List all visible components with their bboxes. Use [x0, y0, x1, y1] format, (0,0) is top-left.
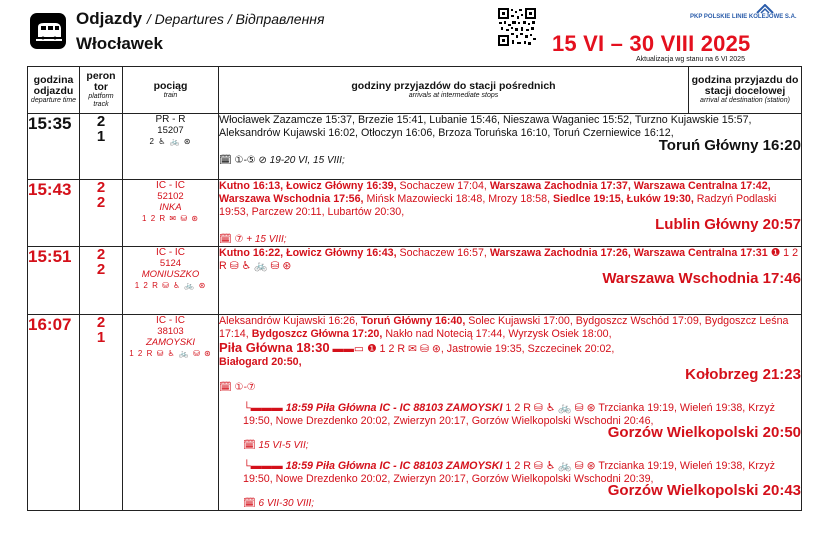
service-days: 🗓 15 VI-5 VII;: [243, 440, 309, 451]
calendar-icon: 🗓: [219, 234, 232, 245]
title-ua: Відправлення: [235, 11, 325, 27]
header-arrival: godzina przyjazdu do stacji docelowej arrival at destination (station): [689, 67, 802, 114]
departure-time: 15:43: [28, 180, 80, 247]
header-stops: godziny przyjazdów do stacji pośrednich arrivals at intermediate stops: [219, 67, 689, 114]
destination: Kołobrzeg 21:23: [685, 366, 801, 383]
stops-list: Kutno 16:13, Łowicz Główny 16:39, Sochaczew 17:04, Warszawa Zachodnia 17:37, Warszawa Centralna 17:42, Warszawa Wschodnia 17:56, Mińsk Mazowiecki 18:48, Mrozy 18:58, Siedlce 19:15, Łuków 19:30, Radzyń Podlaski 19:53, Parczew 20:11, Lubartów 20:30, Lublin Główny 20:57 🗓 ⑦ + 15 VIII;: [219, 180, 801, 245]
station-name: Włocławek: [76, 34, 163, 53]
stops-list: Włocławek Zazamcze 15:37, Brzezie 15:41, Lubanie 15:46, Nieszawa Waganiec 15:52, Turzno Kujawskie 15:57, Aleksandrów Kujawski 16:02, Otłoczyn 16:06, Brzoza Toruńska 16:10, Toruń Czerniewice 16:12, Toruń Główny 16:20 🗓 ①-⑤ ⊘ 19-20 VI, 15 VIII;: [219, 114, 802, 180]
stops-list: Kutno 16:22, Łowicz Główny 16:43, Sochaczew 16:57, Warszawa Zachodnia 17:26, Warszawa Centralna 17:31 ❶ 1 2 R ⛁ ♿ 🚲 ⛁ ⊛ Warszawa Wschodnia 17:46: [219, 247, 802, 315]
platform-track: 2 2: [80, 247, 123, 315]
service-days: 🗓 ①-⑦: [219, 382, 256, 393]
train-info: PR - R 15207 2 ♿ 🚲 ⊛: [123, 114, 219, 180]
train-info: IC - IC 38103 ZAMOYSKI 1 2 R ⛁ ♿ 🚲 ⛁ ⊛: [123, 315, 219, 511]
calendar-icon: 🗓: [219, 155, 232, 166]
pkp-logo-icon: [755, 4, 775, 14]
destination: Lublin Główny 20:57: [655, 216, 801, 233]
header: [0, 0, 828, 66]
platform-track: 2 2: [80, 180, 123, 247]
through-coach-block: └▬▬▬ 18:59 Piła Główna IC - IC 88103 ZAMOYSKI 1 2 R ⛁ ♿ 🚲 ⛁ ⊛ Trzcianka 19:19, Wieleń 19:38, Krzyż 19:50, Nowe Drezdenko 20:02, Zwierzyn 20:17, Gorzów Wielkopolski Wschodni 20:46, Gorzów Wielkopolski 20:50 🗓 15 VI-5 VII;: [243, 402, 801, 451]
train-features: 1 2 R ⛁ ♿ 🚲 ⊛: [134, 281, 207, 290]
qr-code-icon: [497, 7, 537, 47]
table-row: [28, 180, 802, 247]
through-coach-icon: └▬▬▬: [243, 402, 283, 414]
train-features: 1 2 R ⛁ ♿ 🚲 ⛁ ⊛: [129, 349, 212, 358]
destination: Gorzów Wielkopolski 20:43: [607, 482, 801, 499]
destination: Gorzów Wielkopolski 20:50: [607, 424, 801, 441]
service-days: 🗓 6 VII-30 VIII;: [243, 498, 315, 509]
platform-track: 2 1: [80, 315, 123, 511]
calendar-icon: 🗓: [219, 382, 232, 393]
service-days: 🗓 ⑦ + 15 VIII;: [219, 234, 287, 245]
departure-time: 16:07: [28, 315, 80, 511]
through-coach-icon: └▬▬▬: [243, 460, 283, 472]
platform-track: 2 1: [80, 114, 123, 180]
train-icon: [30, 13, 66, 49]
departure-time: 15:35: [28, 114, 80, 180]
train-info: IC - IC 52102 INKA 1 2 R ✉ ⛁ ⊛: [123, 180, 219, 247]
calendar-icon: 🗓: [243, 498, 256, 509]
stops-list: Aleksandrów Kujawski 16:26, Toruń Główny 16:40, Solec Kujawski 17:00, Bydgoszcz Wschód 17:09, Bydgoszcz Leśna 17:14, Bydgoszcz Główna 17:20, Nakło nad Notecią 17:44, Wyrzysk Osiek 18:00, Piła Główna 18:30 ▬▬▭ ❶ 1 2 R ✉ ⛁ ⊛, Jastrowie 19:35, Szczecinek 20:02, Białogard 20:50, Kołobrzeg 21:23 🗓 ①-⑦ └▬▬▬ 18:59 Piła Główna IC - IC 88103 ZAMOYSKI 1 2 R ⛁ ♿ 🚲 ⛁ ⊛ Trzcianka 19:19, Wieleń 19:38, Krzyż 19:50, Nowe Drezdenko 20:02, Zwierzyn 20:17, Gorzów Wielkopolski Wschodni 20:46, Gorzów Wielkopolski 20:50 🗓 15 VI-5 VII; └▬▬▬ 18:59 Piła Główna IC - IC 88103 ZAMOYSKI 1 2 R ⛁ ♿ 🚲 ⛁ ⊛ Trzcianka 19:19, Wieleń 19:38, Krzyż 19:50, Nowe Drezdenko 20:02, Zwierzyn 20:17, Gorzów Wielkopolski Wschodni 20:39, Gorzów Wielkopolski 20:43 🗓 6 VII-30 VIII;: [219, 315, 801, 509]
page-title: Odjazdy / Departures / Відправлення: [76, 9, 325, 28]
train-features: 1 2 R ✉ ⛁ ⊛: [142, 214, 199, 223]
train-info: IC - IC 5124 MONIUSZKO 1 2 R ⛁ ♿ 🚲 ⊛: [123, 247, 219, 315]
destination: Warszawa Wschodnia 17:46: [602, 270, 801, 287]
header-track: peron tor platform track: [80, 67, 123, 114]
pila-stop: Piła Główna 18:30: [219, 340, 330, 355]
header-train: pociąg train: [123, 67, 219, 114]
validity-period: 15 VI – 30 VIII 2025: [552, 31, 751, 56]
destination: Toruń Główny 16:20: [658, 137, 801, 154]
table-row: [28, 315, 802, 511]
departure-time: 15:51: [28, 247, 80, 315]
operator-name: PKP POLSKIE LINIE KOLEJOWE S.A.: [690, 14, 797, 20]
service-days: 🗓 ①-⑤ ⊘ 19-20 VI, 15 VIII;: [219, 155, 345, 166]
header-departure: godzina odjazdu departure time: [28, 67, 80, 114]
through-coach-icon: ▬▬▭: [332, 343, 365, 355]
update-note: Aktualizacja wg stanu na 6 VI 2025: [636, 56, 745, 63]
through-coach-block: └▬▬▬ 18:59 Piła Główna IC - IC 88103 ZAMOYSKI 1 2 R ⛁ ♿ 🚲 ⛁ ⊛ Trzcianka 19:19, Wieleń 19:38, Krzyż 19:50, Nowe Drezdenko 20:02, Zwierzyn 20:17, Gorzów Wielkopolski Wschodni 20:39, Gorzów Wielkopolski 20:43 🗓 6 VII-30 VIII;: [243, 460, 801, 509]
timetable: [27, 66, 802, 511]
table-row: [28, 114, 802, 180]
table-row: [28, 247, 802, 315]
train-features: 2 ♿ 🚲 ⊛: [149, 137, 192, 146]
calendar-icon: 🗓: [243, 440, 256, 451]
title-en: Departures: [154, 11, 224, 27]
